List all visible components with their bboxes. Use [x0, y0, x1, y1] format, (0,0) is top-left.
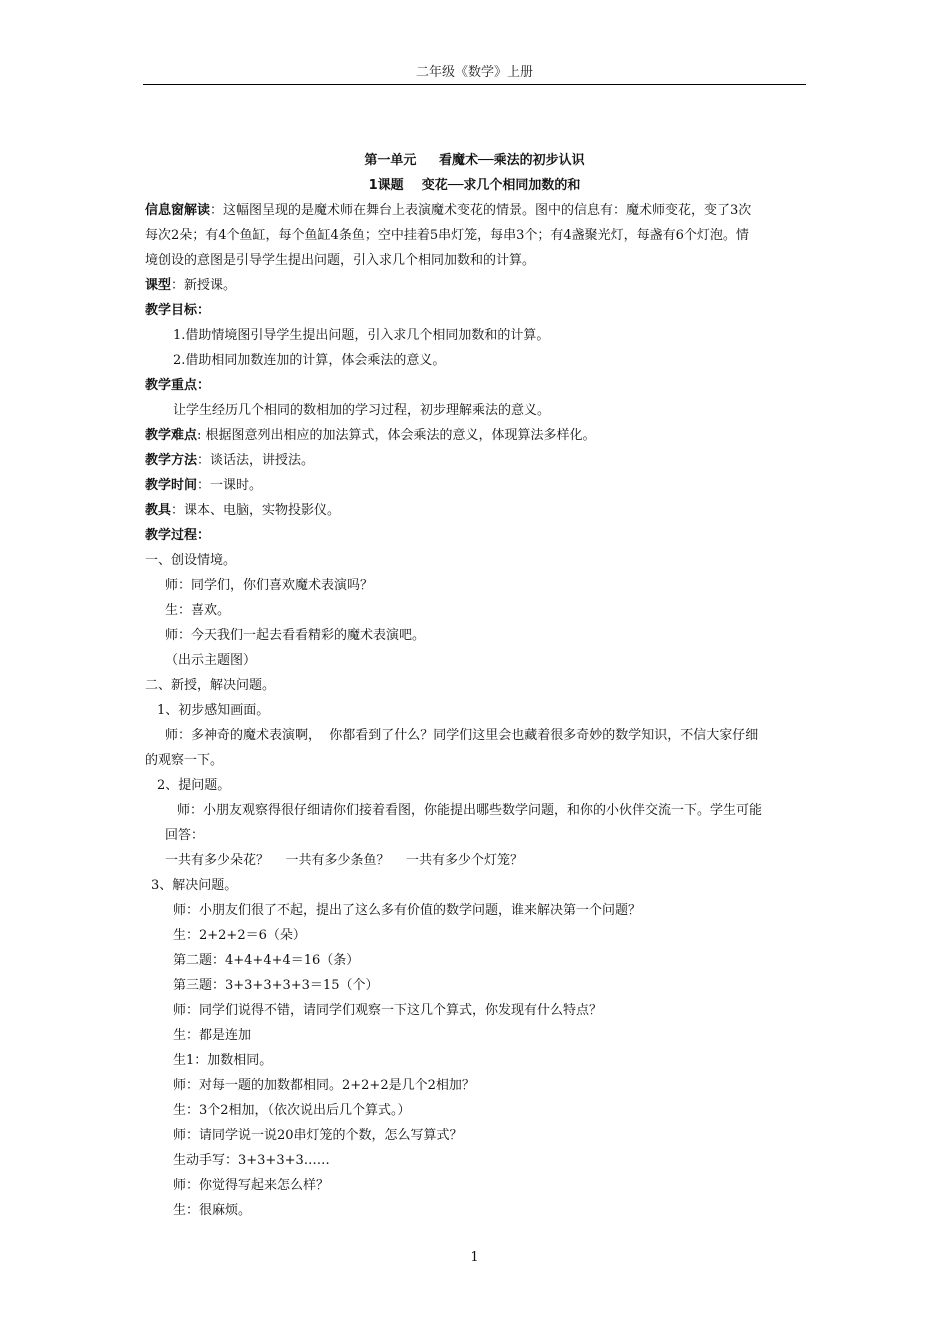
info-line-3: 境创设的意图是引导学生提出问题，引入求几个相同加数和的计算。 — [145, 253, 536, 268]
lesson-title: 1课题 变花──求几个相同加数的和 — [368, 178, 581, 193]
body-line: 第三题：3+3+3+3+3＝15（个） — [173, 978, 379, 993]
difficulty-value: : 根据图意列出相应的加法算式，体会乘法的意义，体现算法多样化。 — [197, 428, 596, 443]
body-line: 第二题：4+4+4+4＝16（条） — [173, 953, 360, 968]
body-line: 2、提问题。 — [157, 778, 231, 793]
body-line: 的观察一下。 — [145, 753, 224, 768]
focus-label: 教学重点： — [145, 378, 211, 393]
body-line: 一、创设情境。 — [145, 553, 237, 568]
info-label: 信息窗解读 — [145, 203, 211, 218]
lesson-type-value: ：新授课。 — [171, 278, 237, 293]
body-line: 师：请同学说一说20串灯笼的个数，怎么写算式？ — [173, 1128, 463, 1143]
running-header: 二年级《数学》上册 — [415, 65, 533, 80]
teaching-tools — [145, 502, 340, 520]
body-line: 师：同学们，你们喜欢魔术表演吗？ — [165, 578, 374, 593]
lesson-type-label: 课型 — [145, 278, 172, 293]
info-line-2: 每次2朵；有4个鱼缸，每个鱼缸4条鱼；空中挂着5串灯笼，每串3个；有4盏聚光灯，每盏有6个灯泡。情 — [145, 228, 749, 243]
body-line: 一共有多少朵花？ 一共有多少条鱼？ 一共有多少个灯笼？ — [165, 853, 524, 868]
method-label: 教学方法 — [145, 453, 198, 468]
body-line: 二、新授，解决问题。 — [145, 678, 276, 693]
body-line: 回答： — [165, 828, 205, 843]
header-rule — [143, 84, 806, 85]
difficulty — [145, 427, 596, 445]
tools-label: 教具 — [145, 503, 172, 518]
info-text-1: ：这幅图呈现的是魔术师在舞台上表演魔术变花的情景。图中的信息有：魔术师变花，变了3次 — [210, 203, 752, 218]
goals-label: 教学目标： — [145, 303, 211, 318]
page-number: 1 — [470, 1250, 479, 1265]
body-line: 生1：加数相同。 — [173, 1053, 273, 1068]
body-line: 师：多神奇的魔术表演啊， 你都看到了什么？同学们这里会也藏着很多奇妙的数学知识，不信大家仔细 — [165, 728, 759, 743]
body-line: （出示主题图） — [165, 653, 257, 668]
body-line: 生动手写：3+3+3+3…… — [173, 1153, 330, 1168]
teaching-time — [145, 477, 262, 495]
body-line: 生：3个2相加，（依次说出后几个算式。） — [173, 1103, 411, 1118]
body-line: 3、解决问题。 — [151, 878, 238, 893]
focus-text: 让学生经历几个相同的数相加的学习过程，初步理解乘法的意义。 — [173, 403, 551, 418]
lesson-type — [145, 277, 236, 295]
difficulty-label: 教学难点 — [145, 428, 198, 443]
goal-item-1: 1.借助情境图引导学生提出问题，引入求几个相同加数和的计算。 — [173, 328, 550, 343]
body-line: 生：都是连加 — [173, 1028, 252, 1043]
body-line: 生：喜欢。 — [165, 603, 231, 618]
body-line: 生：很麻烦。 — [173, 1203, 252, 1218]
body-line: 生：2+2+2＝6（朵） — [173, 928, 306, 943]
body-line: 师：小朋友观察得很仔细请你们接着看图，你能提出哪些数学问题，和你的小伙伴交流一下。学生可能 — [177, 803, 763, 818]
body-line: 师：今天我们一起去看看精彩的魔术表演吧。 — [165, 628, 426, 643]
goal-item-2: 2.借助相同加数连加的计算，体会乘法的意义。 — [173, 353, 446, 368]
body-line: 1、初步感知画面。 — [157, 703, 270, 718]
body-line: 师：对每一题的加数都相同。2+2+2是几个2相加？ — [173, 1078, 475, 1093]
info-line-1 — [145, 202, 751, 220]
time-label: 教学时间 — [145, 478, 198, 493]
unit-title: 第一单元 看魔术──乘法的初步认识 — [364, 153, 585, 168]
teaching-method — [145, 452, 314, 470]
body-line: 师：小朋友们很了不起，提出了这么多有价值的数学问题，谁来解决第一个问题？ — [173, 903, 642, 918]
process-label: 教学过程： — [145, 528, 211, 543]
method-value: ：谈话法，讲授法。 — [197, 453, 315, 468]
body-line: 师：你觉得写起来怎么样？ — [173, 1178, 330, 1193]
tools-value: ：课本、电脑，实物投影仪。 — [171, 503, 341, 518]
time-value: ：一课时。 — [197, 478, 263, 493]
body-line: 师：同学们说得不错，请同学们观察一下这几个算式，你发现有什么特点？ — [173, 1003, 603, 1018]
